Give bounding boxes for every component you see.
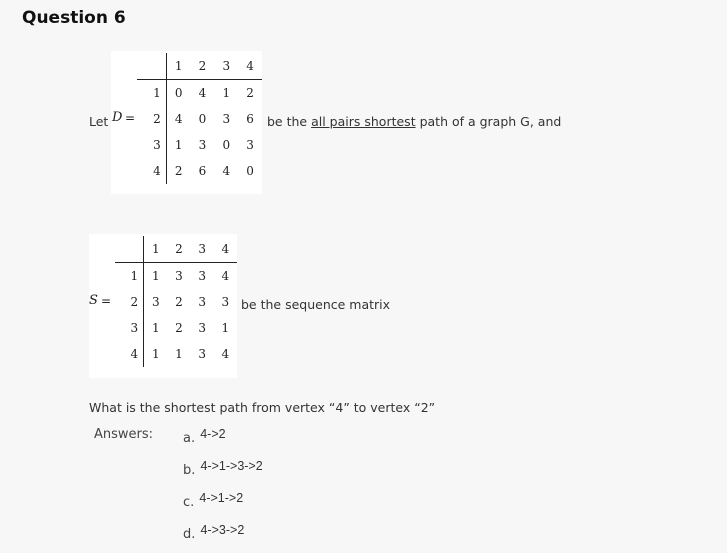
matrix-d-row-header: 1	[137, 80, 166, 107]
matrix-s-col-header: 2	[167, 236, 190, 263]
matrix-s-cell: 2	[175, 321, 183, 335]
matrix-s-col-header: 4	[214, 236, 237, 263]
answers-label: Answers:	[94, 427, 154, 442]
matrix-d-name: D	[112, 110, 123, 125]
matrix-s-cell: 3	[198, 347, 206, 361]
matrix-d-row	[137, 132, 262, 158]
matrix-d-cell: 0	[174, 86, 183, 100]
matrix-d-cell: 3	[198, 138, 207, 152]
matrix-s-name: S	[89, 293, 98, 308]
matrix-d-cell: 6	[246, 112, 254, 126]
matrix-s-cell: 1	[151, 321, 160, 335]
matrix-d-cell: 3	[222, 112, 231, 126]
matrix-s-equals: =	[101, 294, 112, 308]
matrix-d-col-header: 4	[238, 53, 262, 80]
option-letter: b.	[183, 463, 196, 478]
matrix-d-table	[137, 53, 262, 184]
matrix-s-cell: 3	[151, 295, 160, 309]
option-letter: d.	[183, 527, 196, 542]
matrix-d-cell: 4	[198, 86, 207, 100]
answer-option-a[interactable]	[183, 427, 226, 446]
matrix-d-cell: 2	[174, 164, 183, 178]
matrix-d-cell: 1	[222, 86, 231, 100]
matrix-s-description: be the sequence matrix	[241, 297, 391, 312]
option-text: 4->1->2	[199, 491, 244, 505]
matrix-d	[111, 51, 262, 194]
matrix-d-cell: 0	[246, 164, 254, 178]
matrix-d-cell: 4	[174, 112, 183, 126]
matrix-s-row	[115, 341, 237, 367]
matrix-s-cell: 4	[221, 347, 230, 361]
matrix-d-cell: 0	[222, 138, 231, 152]
question-title: Question 6	[22, 8, 126, 28]
matrix-s-col-header: 3	[191, 236, 214, 263]
let-label: Let	[89, 114, 109, 129]
matrix-d-col-header: 3	[214, 53, 238, 80]
matrix-s-cell: 1	[151, 347, 160, 361]
matrix-s-cell: 3	[198, 321, 206, 335]
matrix-d-cell: 2	[246, 86, 254, 100]
option-letter: c.	[183, 495, 195, 510]
matrix-d-row	[137, 106, 262, 132]
matrix-d-description: be the all pairs shortest path of a graph G, and	[267, 114, 562, 129]
matrix-s-corner	[115, 236, 144, 263]
matrix-d-cell: 6	[198, 164, 207, 178]
matrix-s-col-header: 1	[144, 236, 168, 263]
matrix-s-row-header: 3	[115, 315, 144, 341]
option-letter: a.	[183, 431, 196, 446]
option-text: 4->1->3->2	[200, 459, 263, 473]
matrix-s-row-header: 2	[115, 289, 144, 315]
matrix-s-cell: 3	[198, 269, 206, 283]
matrix-d-corner	[137, 53, 166, 80]
option-text: 4->2	[200, 427, 226, 441]
matrix-d-col-header: 1	[166, 53, 190, 80]
matrix-d-cell: 4	[222, 164, 231, 178]
matrix-s-table	[115, 236, 237, 367]
matrix-s-row-header: 1	[115, 263, 144, 290]
matrix-d-cell: 0	[198, 112, 207, 126]
matrix-s-cell: 2	[175, 295, 183, 309]
matrix-d-row-header: 2	[137, 106, 166, 132]
matrix-s-cell: 1	[151, 269, 160, 283]
matrix-s-cell: 4	[221, 269, 230, 283]
matrix-s-cell: 1	[175, 347, 183, 361]
matrix-d-row	[137, 158, 262, 184]
matrix-s-cell: 1	[221, 321, 230, 335]
answer-option-c[interactable]	[183, 491, 243, 510]
all-pairs-shortest-underlined: all pairs shortest	[311, 114, 416, 129]
matrix-d-row	[137, 80, 262, 107]
matrix-s-row	[115, 263, 237, 290]
question-text: What is the shortest path from vertex “4” to vertex “2”	[89, 400, 436, 415]
matrix-d-row-header: 4	[137, 158, 166, 184]
matrix-s-row	[115, 315, 237, 341]
matrix-d-equals: =	[125, 111, 136, 125]
matrix-s-cell: 3	[175, 269, 183, 283]
matrix-s-cell: 3	[221, 295, 230, 309]
answer-option-b[interactable]	[183, 459, 263, 478]
matrix-d-cell: 3	[246, 138, 254, 152]
matrix-s-row-header: 4	[115, 341, 144, 367]
answer-option-d[interactable]	[183, 523, 244, 542]
option-text: 4->3->2	[200, 523, 245, 537]
matrix-d-col-header: 2	[191, 53, 215, 80]
matrix-s	[89, 234, 237, 378]
matrix-s-row	[115, 289, 237, 315]
matrix-d-row-header: 3	[137, 132, 166, 158]
matrix-s-cell: 3	[198, 295, 206, 309]
matrix-d-cell: 1	[174, 138, 183, 152]
